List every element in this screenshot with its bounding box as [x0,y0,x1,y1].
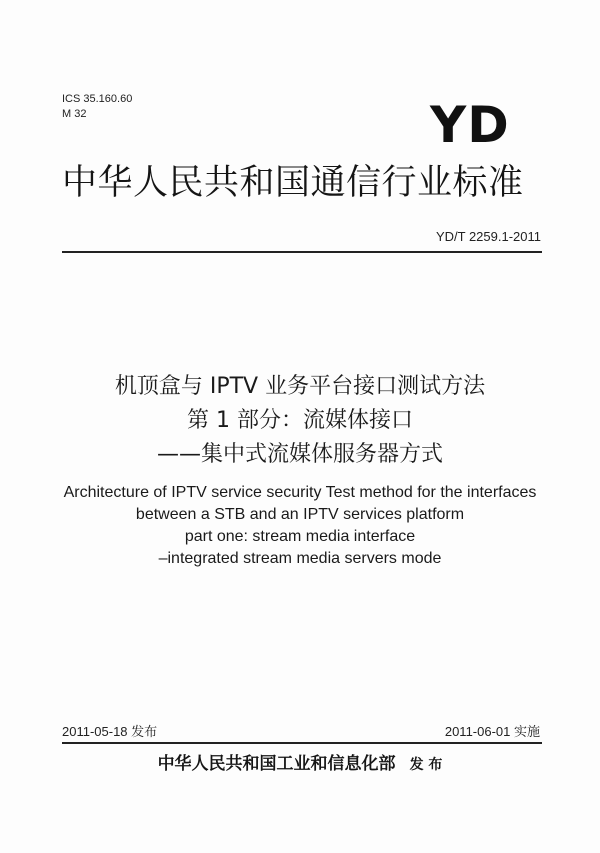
english-title-line-4: –integrated stream media servers mode [158,550,442,567]
bottom-divider [62,742,542,744]
standard-category-title: 中华人民共和国通信行业标准 [62,163,524,203]
classification-codes [62,92,132,122]
implementation-date: 2011-06-01 实施 [444,724,540,739]
english-title-block [0,482,600,570]
ccs-code: M 32 [62,108,87,120]
chinese-title-block [0,370,600,472]
chinese-title-line-1: 机顶盒与 IPTV 业务平台接口测试方法 [114,374,486,399]
chinese-title-line-3: ——集中式流媒体服务器方式 [156,442,443,467]
yd-logo: YD [430,96,510,154]
issue-date: 2011-05-18 发布 [62,724,158,739]
issuer-line [0,752,600,777]
ics-code: ICS 35.160.60 [62,93,133,105]
standard-number: YD/T 2259.1-2011 [435,229,541,244]
english-title-line-2: between a STB and an IPTV services platform [135,506,465,523]
english-title-line-3: part one: stream media interface [184,528,416,545]
top-divider [62,251,542,253]
issuer-name: 中华人民共和国工业和信息化部 [157,754,396,774]
english-title-line-1: Architecture of IPTV service security Test method for the interfaces [63,484,537,501]
chinese-title-line-2: 第 1 部分：流媒体接口 [187,408,413,433]
issuer-action: 发 布 [409,757,443,773]
